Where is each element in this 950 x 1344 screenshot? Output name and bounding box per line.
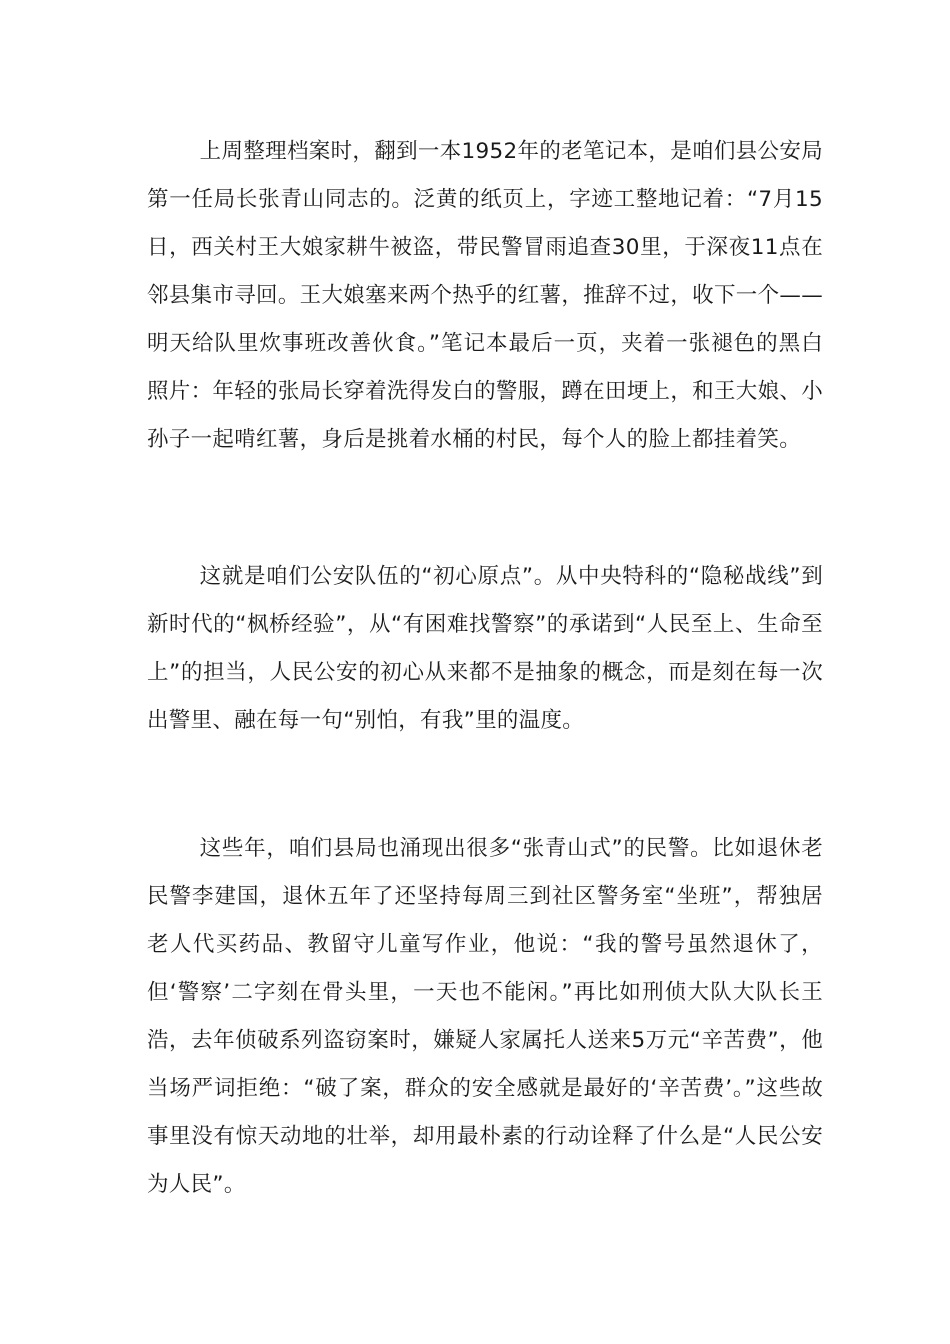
- paragraph-police-examples: 这些年，咱们县局也涌现出很多“张青山式”的民警。比如退休老民警李建国，退休五年了还坚持每周三到社区警务室“坐班”，帮独居老人代买药品、教留守儿童写作业，他说：“我的警号虽然退休了，但‘警察’二字刻在骨头里，一天也不能闲。”再比如刑侦大队大队长王浩，去年侦破系列盗窃案时，嫌疑人家属托人送来5万元“辛苦费”，他当场严词拒绝：“破了案，群众的安全感就是最好的‘辛苦费’。”这些故事里没有惊天动地的壮举，却用最朴素的行动诠释了什么是“人民公安为人民”。: [147, 836, 823, 1197]
- paragraph-notebook-story: 上周整理档案时，翻到一本1952年的老笔记本，是咱们县公安局第一任局长张青山同志的。泛黄的纸页上，字迹工整地记着：“7月15日，西关村王大娘家耕牛被盗，带民警冒雨追查30里，于深夜11点在邻县集市寻回。王大娘塞来两个热乎的红薯，推辞不过，收下一个——明天给队里炊事班改善伙食。”笔记本最后一页，夹着一张褪色的黑白照片：年轻的张局长穿着洗得发白的警服，蹲在田埂上，和王大娘、小孙子一起啃红薯，身后是挑着水桶的村民，每个人的脸上都挂着笑。: [147, 139, 823, 452]
- paragraph-original-aspiration: 这就是咱们公安队伍的“初心原点”。从中央特科的“隐秘战线”到新时代的“枫桥经验”，从“有困难找警察”的承诺到“人民至上、生命至上”的担当，人民公安的初心从来都不是抽象的概念，而是刻在每一次出警里、融在每一句“别怕，有我”里的温度。: [147, 564, 823, 733]
